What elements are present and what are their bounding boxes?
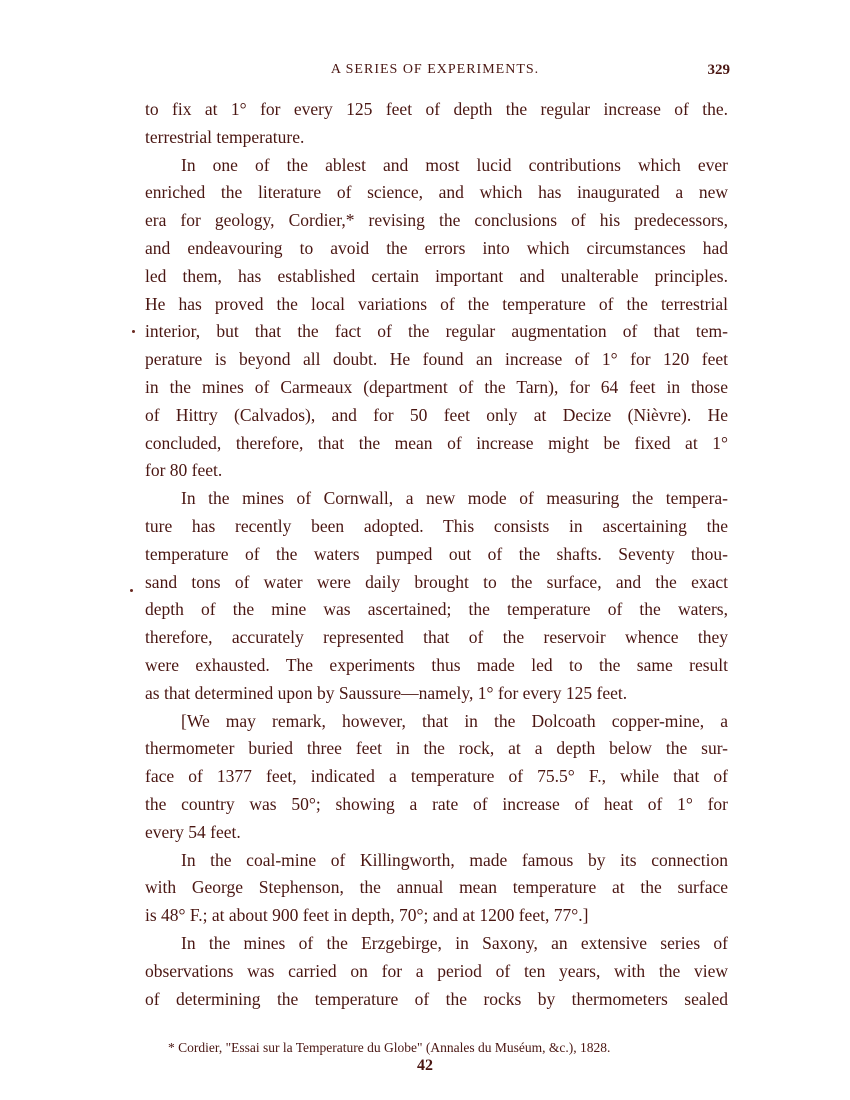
- text-line: is 48° F.; at about 900 feet in depth, 70°; and at 1200 feet, 77°.]: [145, 905, 589, 926]
- text-line: In the mines of the Erzgebirge, in Saxony, an extensive series of: [181, 932, 728, 953]
- text-line: led them, has established certain important and unalterable principles.: [145, 265, 728, 286]
- text-line: were exhausted. The experiments thus made led to the same result: [145, 654, 728, 675]
- text-line: era for geology, Cordier,* revising the conclusions of his predecessors,: [145, 210, 728, 231]
- text-line: depth of the mine was ascertained; the temperature of the waters,: [145, 599, 728, 620]
- text-line: sand tons of water were daily brought to the surface, and the exact: [145, 571, 728, 592]
- text-line: enriched the literature of science, and which has inaugurated a new: [145, 182, 728, 203]
- footnote: * Cordier, "Essai sur la Temperature du Globe" (Annales du Muséum, &c.), 1828.: [168, 1040, 611, 1055]
- page-number: 329: [707, 62, 730, 78]
- text-line: He has proved the local variations of the temperature of the terrestrial: [145, 293, 728, 314]
- text-line: of determining the temperature of the rocks by thermometers sealed: [145, 988, 728, 1009]
- text-line: [We may remark, however, that in the Dolcoath copper-mine, a: [181, 710, 728, 731]
- text-line: temperature of the waters pumped out of the shafts. Seventy thou-: [145, 543, 728, 564]
- text-line: with George Stephenson, the annual mean temperature at the surface: [145, 877, 728, 898]
- body-text: [145, 96, 728, 1013]
- text-line: of Hittry (Calvados), and for 50 feet only at Decize (Nièvre). He: [145, 404, 728, 425]
- text-line: to fix at 1° for every 125 feet of depth the regular increase of the.: [145, 99, 728, 119]
- print-speck: [130, 589, 133, 592]
- running-title: A SERIES OF EXPERIMENTS.: [330, 62, 540, 77]
- text-line: In the coal-mine of Killingworth, made famous by its connection: [181, 849, 728, 870]
- print-speck: [132, 330, 135, 333]
- text-line: in the mines of Carmeaux (department of the Tarn), for 64 feet in those: [145, 376, 728, 397]
- text-line: In the mines of Cornwall, a new mode of measuring the tempera-: [181, 488, 728, 509]
- text-line: perature is beyond all doubt. He found an increase of 1° for 120 feet: [145, 349, 728, 370]
- text-line: the country was 50°; showing a rate of increase of heat of 1° for: [145, 793, 728, 814]
- page-header: [140, 58, 730, 86]
- text-line: ture has recently been adopted. This consists in ascertaining the: [145, 515, 728, 536]
- text-line: face of 1377 feet, indicated a temperature of 75.5° F., while that of: [145, 766, 728, 787]
- text-line: and endeavouring to avoid the errors into which circumstances had: [145, 237, 728, 258]
- text-line: for 80 feet.: [145, 460, 223, 481]
- text-line: therefore, accurately represented that of the reservoir whence they: [145, 627, 728, 648]
- text-line: observations was carried on for a period of ten years, with the view: [145, 960, 728, 981]
- text-line: interior, but that the fact of the regular augmentation of that tem-: [145, 321, 728, 342]
- text-line: every 54 feet.: [145, 821, 241, 842]
- text-line: concluded, therefore, that the mean of increase might be fixed at 1°: [145, 432, 728, 453]
- signature-mark: 42: [417, 1057, 433, 1074]
- text-line: as that determined upon by Saussure—namely, 1° for every 125 feet.: [145, 682, 628, 703]
- text-line: terrestrial temperature.: [145, 126, 305, 147]
- text-line: thermometer buried three feet in the rock, at a depth below the sur-: [145, 738, 728, 759]
- text-line: In one of the ablest and most lucid contributions which ever: [181, 154, 728, 175]
